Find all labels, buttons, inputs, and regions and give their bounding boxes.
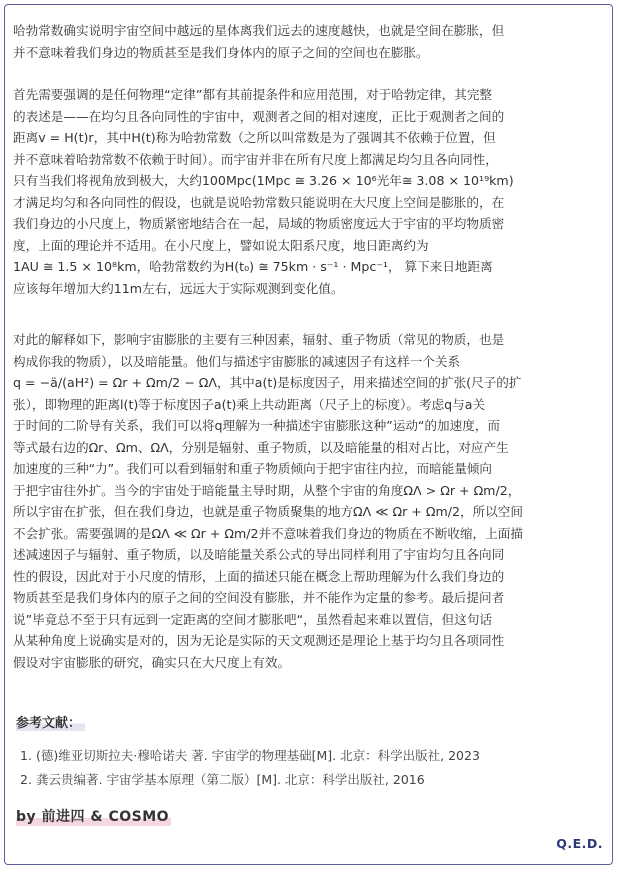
text-line: 于时间的二阶导有关系，我们可以将q理解为一种描述宇宙膨胀这种”运动“的加速度，而	[13, 418, 501, 433]
reference-item	[20, 768, 480, 792]
text-line: 张），即物理的距离l(t)等于标度因子a(t)乘上共动距离（尺子上的标度）。考虑q与a关	[13, 396, 486, 412]
paragraph-deceleration	[13, 329, 599, 695]
text-line: 说”毕竟总不至于只有远到一定距离的空间才膨胀吧“，虽然看起来难以置信，但这句话	[13, 611, 493, 627]
text-line: 从某种角度上说确实是对的，因为无论是实际的天文观测还是理论上基于均匀且各项同性	[13, 633, 505, 648]
text-line: 并不意味着哈勃常数不依赖于时间）。而宇宙并非在所有尺度上都满足均匀且各向同性，	[13, 151, 498, 167]
text-line: 哈勃常数确实说明宇宙空间中越远的星体离我们远去的速度越快，也就是空间在膨胀，但	[13, 23, 505, 38]
reference-item	[20, 744, 480, 768]
text-line: 述减速因子与辐射、重子物质，以及暗能量关系公式的导出同样利用了宇宙均匀且各向同	[13, 547, 505, 562]
author-byline: by 前进四 & COSMO	[16, 806, 171, 826]
references-list	[20, 744, 480, 792]
text-line: q = −ä/(aH²) = Ωr + Ωm/2 − ΩΛ，其中a(t)是标度因子，用来描述空间的扩张(尺子的扩	[13, 375, 522, 390]
text-line: 不会扩张。需要强调的是ΩΛ ≪ Ωr + Ωm/2并不意味着我们身边的物质在不断收缩，上面描	[13, 525, 523, 541]
text-line: 物质甚至是我们身体内的原子之间的空间没有膨胀，并不能作为定量的参考。最后提问者	[13, 590, 505, 605]
text-line: 1AU ≅ 1.5 × 10⁸km，哈勃常数约为H(t₀) ≅ 75km · s⁻¹ · Mpc⁻¹， 算下来日地距离	[13, 259, 493, 274]
qed-mark: Q.E.D.	[556, 836, 603, 851]
text-line: 并不意味着我们身边的物质甚至是我们身体内的原子之间的空间也在膨胀。	[13, 44, 429, 60]
text-line: 的表述是——在均匀且各向同性的宇宙中，观测者之间的相对速度，正比于观测者之间的	[13, 108, 505, 124]
text-line: 对此的解释如下，影响宇宙膨胀的主要有三种因素，辐射、重子物质（常见的物质，也是	[13, 332, 505, 347]
text-line: 应该每年增加大约11m左右，远远大于实际观测到变化值。	[13, 280, 344, 296]
text-line: 距离v = H(t)r，其中H(t)称为哈勃常数（之所以叫常数是为了强调其不依赖于位置，但	[13, 130, 496, 145]
reference-text: (德)维亚切斯拉夫·穆哈诺夫 著. 宇宙学的物理基础[M]. 北京：科学出版社, 2023	[36, 748, 480, 763]
paragraph-hubble-law	[13, 84, 599, 310]
reference-number: 1.	[20, 748, 32, 763]
text-line: 才满足均匀和各向同性的假设，也就是说哈勃常数只能说明在大尺度上空间是膨胀的，在	[13, 194, 505, 210]
text-line: 我们身边的小尺度上，物质紧密地结合在一起，局域的物质密度远大于宇宙的平均物质密	[13, 216, 505, 231]
text-line: 性的假设，因此对于小尺度的情形，上面的描述只能在概念上帮助理解为什么我们身边的	[13, 568, 505, 584]
reference-text: 龚云贵编著. 宇宙学基本原理（第二版）[M]. 北京：科学出版社, 2016	[36, 772, 425, 787]
reference-number: 2.	[20, 772, 32, 787]
text-line: 于把宇宙往外扩。当今的宇宙处于暗能量主导时期，从整个宇宙的角度ΩΛ > Ωr + Ωm/2，	[13, 482, 521, 498]
text-line: 加速度的三种“力”。我们可以看到辐射和重子物质倾向于把宇宙往内拉，而暗能量倾向	[13, 461, 493, 476]
text-line: 假设对宇宙膨胀的研究，确实只在大尺度上有效。	[13, 654, 291, 670]
text-line: 所以宇宙在扩张，但在我们身边，也就是重子物质聚集的地方ΩΛ ≪ Ωr + Ωm/2，所以空间	[13, 504, 523, 519]
text-line: 只有当我们将视角放到极大，大约100Mpc(1Mpc ≅ 3.26 × 10⁶光年≅ 3.08 × 10¹⁹km)	[13, 173, 514, 188]
text-line: 等式最右边的Ωr、Ωm、ΩΛ，分别是辐射、重子物质，以及暗能量的相对占比，对应产生	[13, 439, 509, 455]
paragraph-hubble-intro	[13, 20, 599, 64]
text-line: 构成你我的物质），以及暗能量。他们与描述宇宙膨胀的减速因子有这样一个关系	[13, 353, 461, 369]
text-line: 首先需要强调的是任何物理“定律”都有其前提条件和应用范围，对于哈勃定律，其完整	[13, 87, 493, 102]
text-line: 度，上面的理论并不适用。在小尺度上，譬如说太阳系尺度，地日距离约为	[13, 237, 429, 253]
references-heading: 参考文献：	[16, 712, 85, 731]
